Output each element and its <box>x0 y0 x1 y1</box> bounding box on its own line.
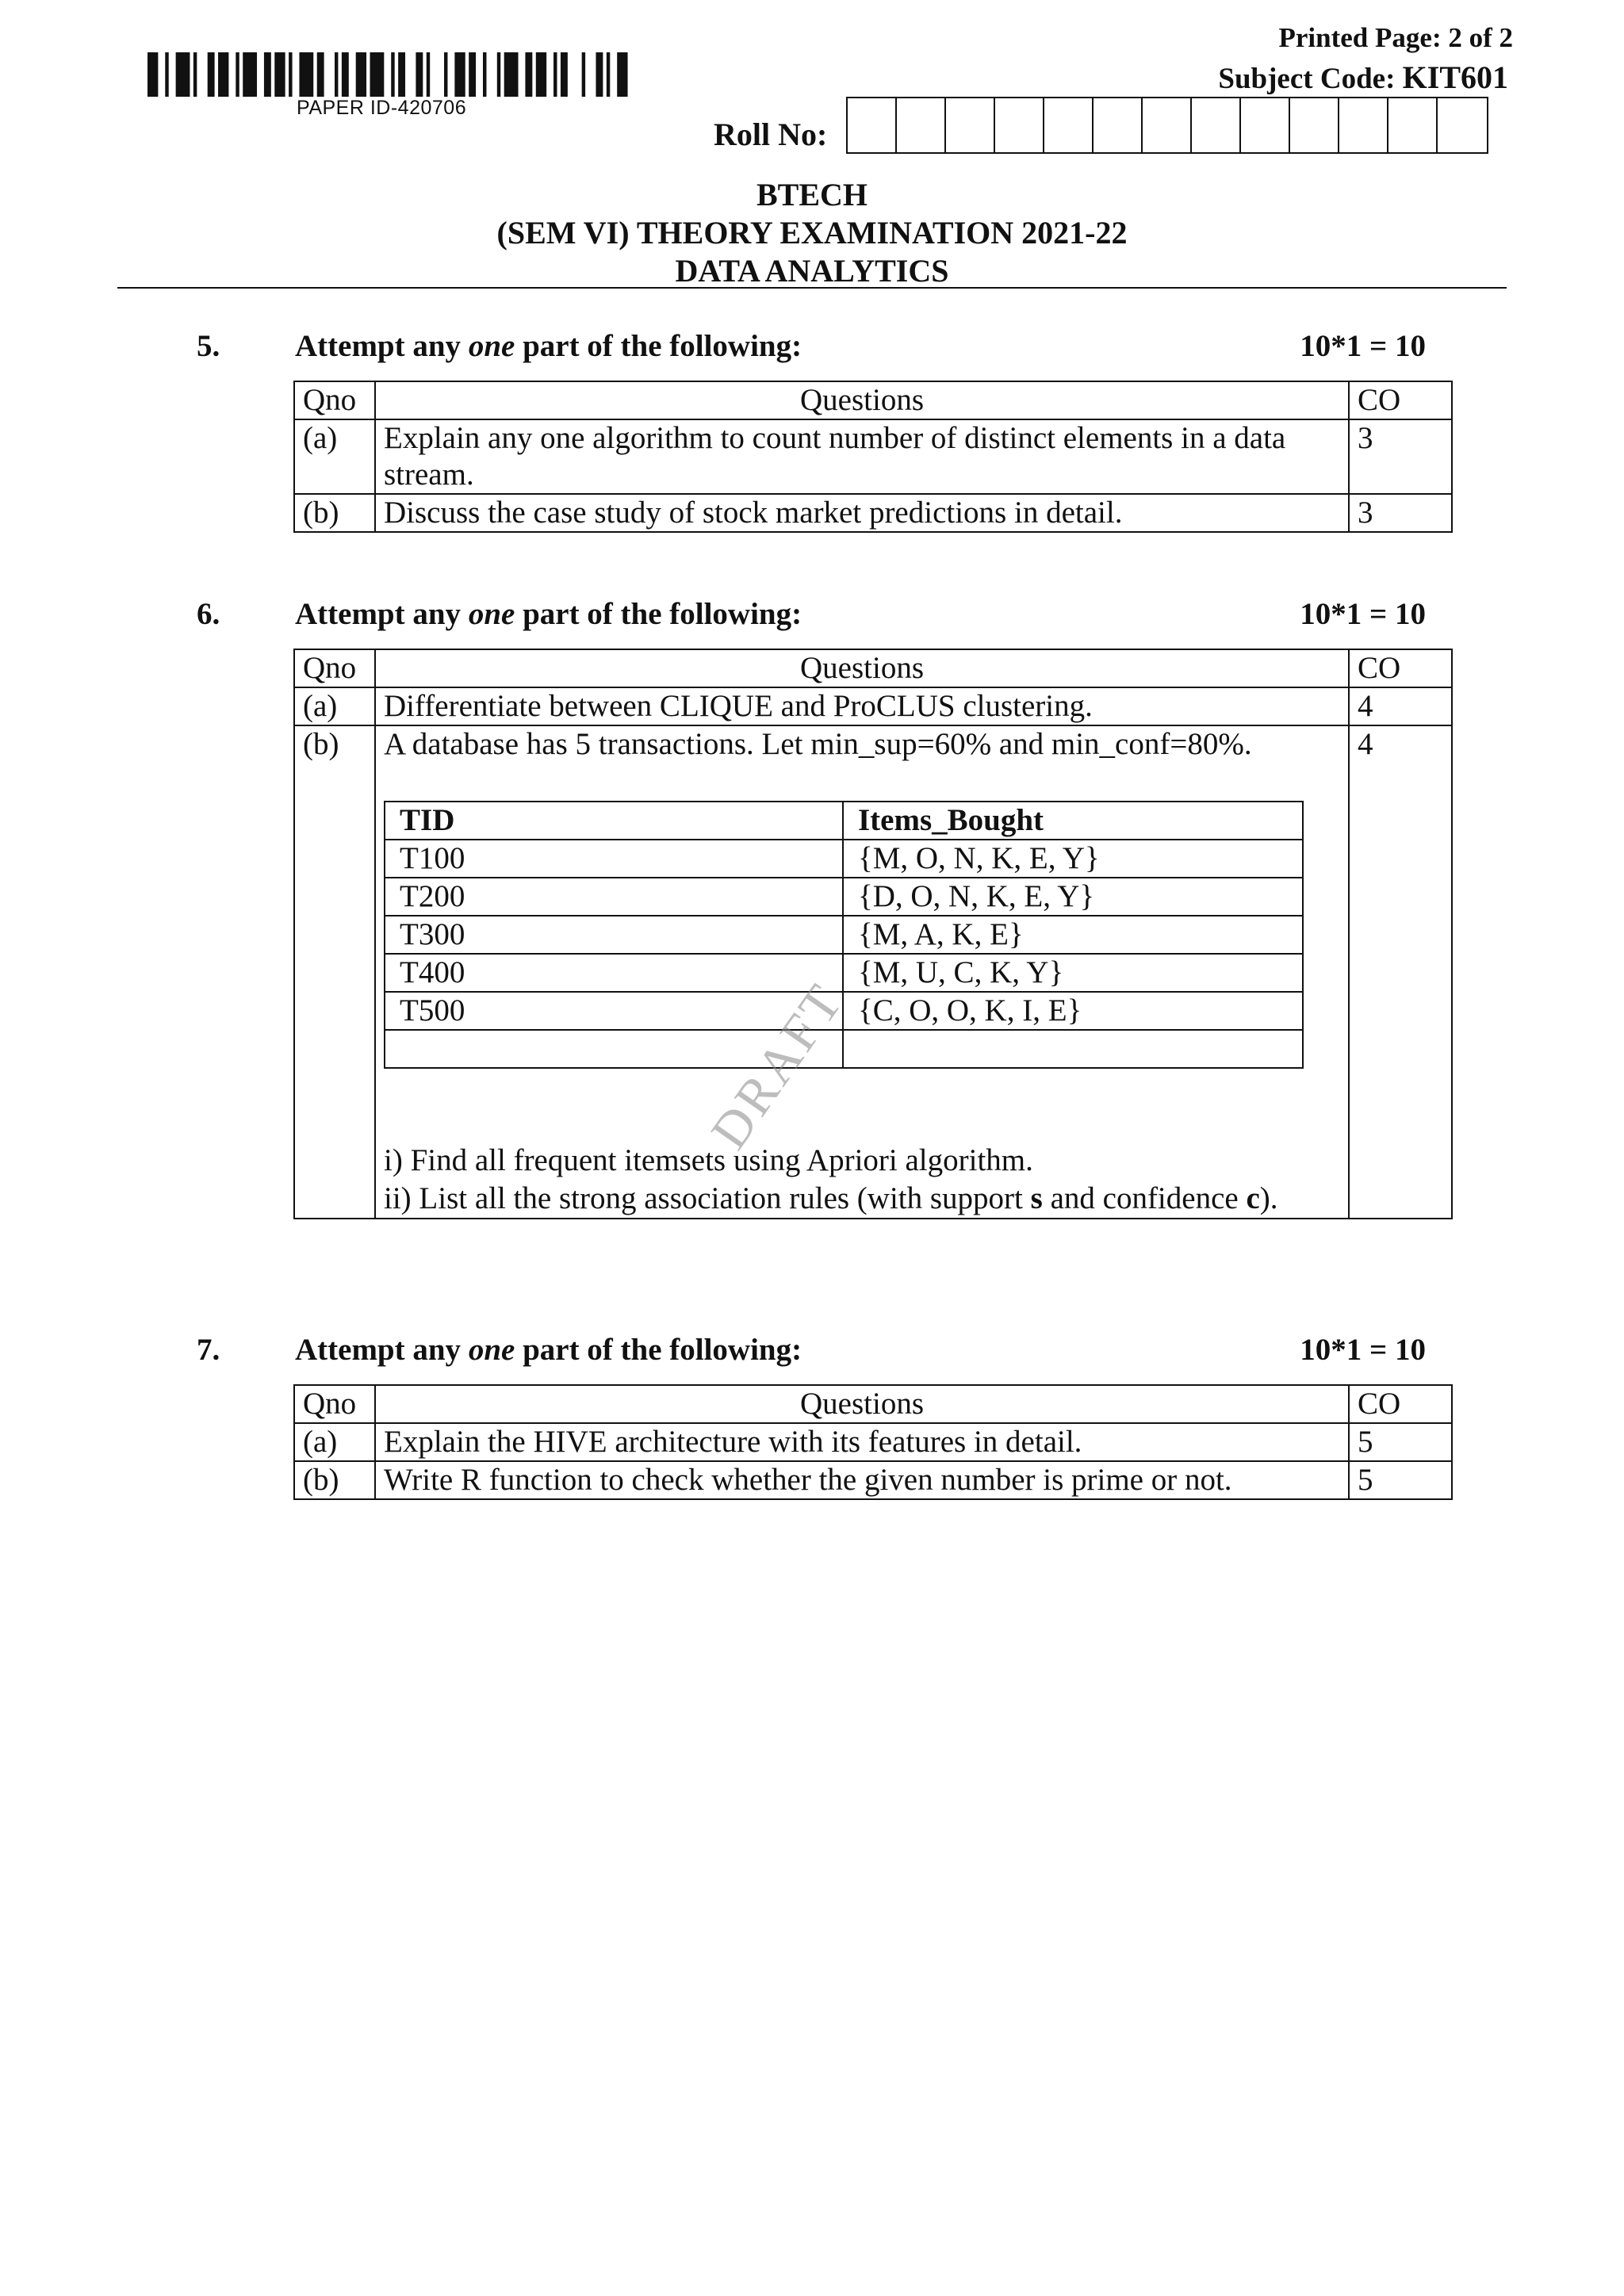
co-cell: 3 <box>1349 494 1452 532</box>
table-row <box>294 1423 1452 1461</box>
roll-no-box <box>1241 98 1290 152</box>
subject-code-value: KIT601 <box>1402 59 1508 95</box>
items-cell: {C, O, O, K, I, E} <box>843 992 1303 1030</box>
roll-no-box <box>995 98 1044 152</box>
section-instruction: Attempt any one part of the following: <box>295 1333 802 1367</box>
printed-page: Printed Page: 2 of 2 <box>1278 22 1513 53</box>
header-divider <box>117 287 1507 289</box>
section-number: 6. <box>197 597 220 631</box>
qno-cell: (a) <box>294 419 375 494</box>
transactions-table <box>384 801 1304 1069</box>
section-marks: 10*1 = 10 <box>1300 1333 1426 1367</box>
subject-code-label: Subject Code: <box>1218 63 1403 95</box>
table-row <box>294 725 1452 1219</box>
exam-title <box>0 176 1624 290</box>
question-text: Write R function to check whether the given number is prime or not. <box>375 1461 1349 1499</box>
table-row <box>294 1461 1452 1499</box>
sub-question-i: i) Find all frequent itemsets using Apriori algorithm. <box>384 1143 1033 1177</box>
tid-cell: T300 <box>385 916 843 954</box>
tid-cell: T500 <box>385 992 843 1030</box>
question-text: Differentiate between CLIQUE and ProCLUS clustering. <box>375 687 1349 725</box>
transactions-header-row <box>385 802 1303 840</box>
co-header: CO <box>1349 381 1452 419</box>
qno-cell: (b) <box>294 494 375 532</box>
question-table <box>293 1384 1453 1500</box>
transaction-row <box>385 878 1303 916</box>
roll-no-box <box>1094 98 1143 152</box>
section-instruction: Attempt any one part of the following: <box>295 597 802 631</box>
roll-no-boxes <box>846 97 1488 154</box>
roll-no-label: Roll No: <box>714 117 828 152</box>
tid-cell: T100 <box>385 840 843 878</box>
table-row <box>294 494 1452 532</box>
qno-cell: (b) <box>294 1461 375 1499</box>
barcode <box>147 52 631 97</box>
co-cell: 5 <box>1349 1461 1452 1499</box>
table-row <box>294 419 1452 494</box>
qno-cell: (a) <box>294 1423 375 1461</box>
tid-cell: T200 <box>385 878 843 916</box>
co-cell: 3 <box>1349 419 1452 494</box>
tid-header: TID <box>385 802 843 840</box>
co-header: CO <box>1349 1385 1452 1423</box>
co-header: CO <box>1349 649 1452 687</box>
roll-no-box <box>848 98 897 152</box>
questions-header: Questions <box>375 381 1349 419</box>
roll-no-box <box>946 98 995 152</box>
qno-header: Qno <box>294 381 375 419</box>
questions-header: Questions <box>375 1385 1349 1423</box>
roll-no-box <box>897 98 946 152</box>
section-instruction: Attempt any one part of the following: <box>295 329 802 363</box>
section-number: 5. <box>197 329 220 363</box>
question-text: Explain any one algorithm to count number of distinct elements in a data stream. <box>375 419 1349 494</box>
roll-no-box <box>1438 98 1487 152</box>
items-cell: {M, U, C, K, Y} <box>843 954 1303 992</box>
items-cell: {D, O, N, K, E, Y} <box>843 878 1303 916</box>
section-marks: 10*1 = 10 <box>1300 597 1426 631</box>
question-text: Explain the HIVE architecture with its features in detail. <box>375 1423 1349 1461</box>
section-marks: 10*1 = 10 <box>1300 329 1426 363</box>
roll-no-box <box>1339 98 1388 152</box>
draft-watermark: DRAFT <box>699 972 856 1160</box>
items-cell <box>843 1030 1303 1068</box>
paper-id: PAPER ID-420706 <box>297 97 467 119</box>
co-cell: 4 <box>1349 687 1452 725</box>
question-text <box>375 725 1349 1219</box>
title-line-2: (SEM VI) THEORY EXAMINATION 2021-22 <box>496 215 1128 251</box>
question-text-line: A database has 5 transactions. Let min_sup=60% and min_conf=80%. <box>384 727 1252 761</box>
table-header-row <box>294 649 1452 687</box>
subject-code <box>1218 59 1508 96</box>
co-cell: 5 <box>1349 1423 1452 1461</box>
items-header: Items_Bought <box>843 802 1303 840</box>
roll-no-box <box>1290 98 1339 152</box>
table-header-row <box>294 381 1452 419</box>
tid-cell: T400 <box>385 954 843 992</box>
qno-header: Qno <box>294 649 375 687</box>
questions-header: Questions <box>375 649 1349 687</box>
title-line-1: BTECH <box>756 177 868 212</box>
roll-no-box <box>1388 98 1438 152</box>
question-table <box>293 381 1453 533</box>
roll-no-box <box>1044 98 1094 152</box>
roll-no-box <box>1143 98 1192 152</box>
co-cell: 4 <box>1349 725 1452 1219</box>
table-row <box>294 687 1452 725</box>
transaction-row <box>385 840 1303 878</box>
transaction-row <box>385 916 1303 954</box>
items-cell: {M, O, N, K, E, Y} <box>843 840 1303 878</box>
table-header-row <box>294 1385 1452 1423</box>
transaction-row <box>385 954 1303 992</box>
qno-header: Qno <box>294 1385 375 1423</box>
transaction-row-empty <box>385 1030 1303 1068</box>
title-line-3: DATA ANALYTICS <box>675 253 949 289</box>
roll-no-box <box>1192 98 1241 152</box>
sub-question-ii: ii) List all the strong association rules (with support s and confidence c). <box>384 1181 1278 1215</box>
section-number: 7. <box>197 1333 220 1367</box>
items-cell: {M, A, K, E} <box>843 916 1303 954</box>
question-text: Discuss the case study of stock market predictions in detail. <box>375 494 1349 532</box>
question-table <box>293 649 1453 1219</box>
qno-cell: (a) <box>294 687 375 725</box>
qno-cell: (b) <box>294 725 375 1219</box>
